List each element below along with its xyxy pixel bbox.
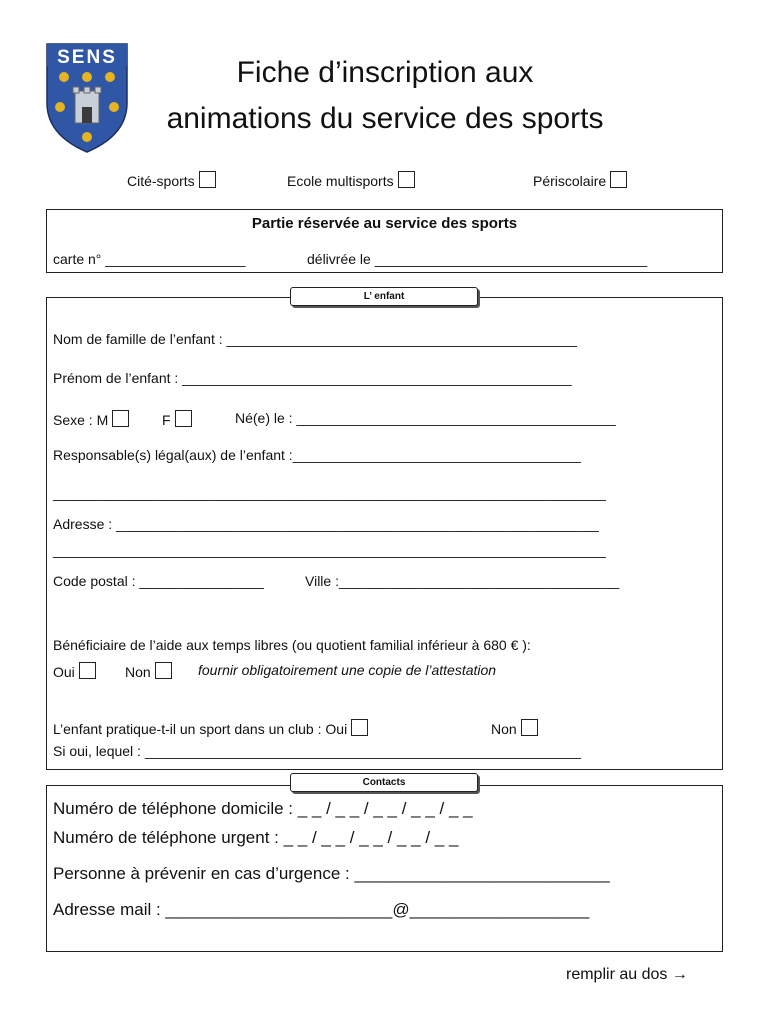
aid-no: Non — [125, 662, 172, 680]
postal-code-field[interactable]: Code postal : ________________ — [53, 573, 264, 589]
checkbox-sex-m[interactable] — [112, 410, 129, 427]
issued-date-field[interactable]: délivrée le ___________________________________ — [307, 251, 648, 267]
aid-note: fournir obligatoirement une copie de l’attestation — [198, 662, 497, 678]
logo-text: SENS — [57, 47, 117, 68]
title-line-1: Fiche d’inscription aux — [236, 56, 534, 89]
checkbox-club-no[interactable] — [521, 719, 538, 736]
title-line-2: animations du service des sports — [166, 102, 604, 135]
child-section — [46, 297, 723, 770]
guardians-line-2[interactable]: _______________________________________________________________________ — [53, 485, 606, 501]
checkbox-ecole-multisports[interactable] — [398, 171, 415, 188]
birth-date-field[interactable]: Né(e) le : _________________________________________ — [235, 410, 616, 426]
footer-continue: remplir au dos → — [566, 966, 688, 983]
club-no: Non — [491, 719, 538, 737]
sex-field: Sexe : M — [53, 410, 129, 428]
card-number-field[interactable]: carte n° __________________ — [53, 251, 246, 267]
checkbox-aid-no[interactable] — [155, 662, 172, 679]
club-question: L’enfant pratique-t-il un sport dans un club : Oui — [53, 719, 368, 737]
checkbox-periscolaire[interactable] — [610, 171, 627, 188]
page-title — [130, 50, 640, 142]
checkbox-aid-yes[interactable] — [79, 662, 96, 679]
city-logo — [46, 43, 128, 153]
tab-child: L’ enfant — [290, 287, 478, 306]
city-field[interactable]: Ville :____________________________________ — [305, 573, 620, 589]
first-name-field[interactable]: Prénom de l’enfant : __________________________________________________ — [53, 370, 572, 386]
guardians-field[interactable]: Responsable(s) légal(aux) de l’enfant :_____________________________________ — [53, 447, 581, 463]
phone-home-field[interactable]: Numéro de téléphone domicile : _ _ / _ _ / _ _ / _ _ / _ _ — [53, 799, 473, 818]
reserved-title: Partie réservée au service des sports — [251, 215, 518, 232]
club-which-field[interactable]: Si oui, lequel : ________________________________________________________ — [53, 743, 581, 759]
address-line-2[interactable]: _______________________________________________________________________ — [53, 542, 606, 558]
emergency-person-field[interactable]: Personne à prévenir en cas d’urgence : ___________________________ — [53, 864, 610, 883]
checkbox-sex-f[interactable] — [175, 410, 192, 427]
activity-ecole-multisports[interactable]: Ecole multisports — [287, 171, 415, 189]
sex-f-field: F — [162, 410, 192, 428]
activity-cite-sports[interactable]: Cité-sports — [127, 171, 216, 189]
activity-periscolaire[interactable]: Périscolaire — [533, 171, 627, 189]
checkbox-cite-sports[interactable] — [199, 171, 216, 188]
email-field[interactable]: Adresse mail : ________________________@___________________ — [53, 900, 590, 919]
tab-contacts: Contacts — [290, 773, 478, 792]
aid-yes: Oui — [53, 662, 96, 680]
phone-urgent-field[interactable]: Numéro de téléphone urgent : _ _ / _ _ / _ _ / _ _ / _ _ — [53, 828, 459, 847]
aid-question: Bénéficiaire de l’aide aux temps libres (ou quotient familial inférieur à 680 € ): — [53, 637, 531, 653]
checkbox-club-yes[interactable] — [351, 719, 368, 736]
family-name-field[interactable]: Nom de famille de l’enfant : _____________________________________________ — [53, 331, 577, 347]
address-field[interactable]: Adresse : ______________________________________________________________ — [53, 516, 599, 532]
